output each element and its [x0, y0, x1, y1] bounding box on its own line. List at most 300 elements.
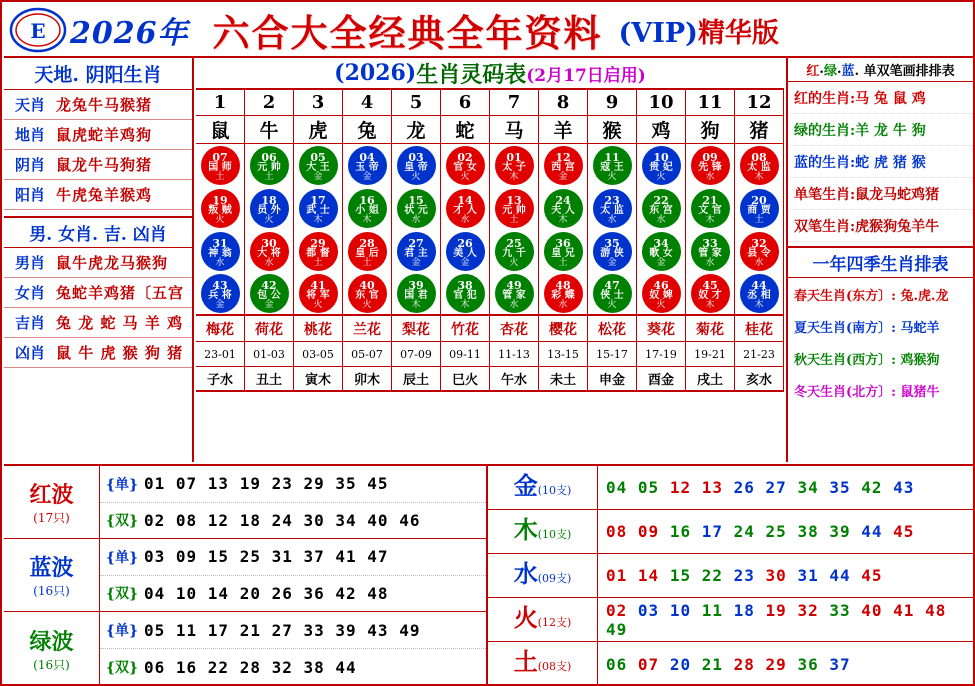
- ball-cell[interactable]: [196, 273, 245, 316]
- right-title-part: 蓝: [841, 64, 855, 79]
- ball-element: 木: [313, 214, 323, 225]
- ball-cell[interactable]: [294, 144, 343, 187]
- ball-title: 奴 才: [698, 289, 722, 301]
- element-number: 38: [797, 522, 830, 541]
- number-ball[interactable]: [397, 274, 436, 313]
- ball-cell[interactable]: [735, 230, 784, 273]
- ball-title: 奴 婢: [649, 289, 673, 301]
- ball-number: 41: [310, 278, 326, 292]
- row-value: 牛虎兔羊猴鸡: [56, 186, 153, 204]
- hour-range-cell: 05-07: [343, 342, 392, 367]
- ball-title: 元 帅: [257, 161, 281, 173]
- element-number: 20: [669, 654, 702, 674]
- zodiac-cell: 羊: [539, 116, 588, 144]
- ball-title: 太 监: [600, 204, 624, 216]
- ball-element: 火: [313, 299, 323, 310]
- zodiac-cell: 鸡: [637, 116, 686, 144]
- ball-cell[interactable]: [294, 230, 343, 273]
- element-cell: 未土: [539, 367, 588, 392]
- ball-number: 26: [457, 236, 473, 250]
- ball-row-3: [196, 230, 784, 273]
- ball-number: 22: [653, 193, 669, 207]
- element-count: (10支): [537, 484, 572, 497]
- hour-range-row: [196, 342, 784, 367]
- ball-cell[interactable]: [343, 273, 392, 316]
- ball-cell[interactable]: [441, 230, 490, 273]
- ball-element: 金: [411, 257, 421, 268]
- ball-number: 31: [212, 236, 228, 250]
- element-count: (09支): [537, 572, 572, 585]
- number-ball[interactable]: [495, 146, 534, 185]
- parity-tag: {单}: [105, 549, 138, 566]
- ball-title: 才 人: [453, 204, 477, 216]
- ball-element: 水: [558, 299, 568, 310]
- ball-number: 10: [653, 150, 669, 164]
- ball-number: 14: [457, 193, 473, 207]
- number-ball[interactable]: [299, 232, 338, 271]
- element-cell: 戌土: [686, 367, 735, 392]
- hour-range-cell: 09-11: [441, 342, 490, 367]
- number-ball[interactable]: [691, 146, 730, 185]
- ball-title: 文 官: [698, 204, 722, 216]
- element-number: 34: [797, 478, 830, 497]
- ball-cell[interactable]: [735, 273, 784, 316]
- ball-title: 先 锋: [698, 161, 722, 173]
- element-number: 41: [893, 600, 926, 620]
- ball-element: 金: [264, 299, 274, 310]
- ball-number: 13: [506, 193, 522, 207]
- ball-title: 包 公: [257, 289, 281, 301]
- ball-cell[interactable]: [441, 273, 490, 316]
- element-number: 06: [606, 654, 638, 674]
- ball-element: 木: [754, 171, 764, 182]
- ball-number: 11: [604, 150, 620, 164]
- number-ball[interactable]: [348, 189, 387, 228]
- number-ball[interactable]: [348, 274, 387, 313]
- ball-cell[interactable]: [735, 187, 784, 230]
- ball-cell[interactable]: [245, 230, 294, 273]
- ball-title: 太 子: [502, 161, 526, 173]
- row-key: 男肖: [14, 254, 45, 272]
- ball-element: 土: [362, 257, 372, 268]
- element-number: 49: [606, 619, 628, 639]
- ball-title: 国 君: [404, 289, 428, 301]
- ball-number: 20: [751, 193, 767, 207]
- ball-element: 木: [705, 214, 715, 225]
- ball-cell[interactable]: [196, 230, 245, 273]
- element-number: 45: [861, 566, 883, 585]
- element-numbers: [598, 478, 973, 497]
- row-key: 阳肖: [14, 186, 45, 204]
- ball-element: 火: [656, 299, 666, 310]
- ball-cell[interactable]: [392, 144, 441, 187]
- ball-title: 管 家: [502, 289, 526, 301]
- ball-element: 水: [656, 214, 666, 225]
- number-ball[interactable]: [691, 274, 730, 313]
- ball-cell[interactable]: [441, 187, 490, 230]
- element-cell: 寅木: [294, 367, 343, 392]
- ball-number: 47: [604, 278, 620, 292]
- ball-element: 水: [264, 257, 274, 268]
- ball-cell[interactable]: [588, 273, 637, 316]
- number-ball[interactable]: [642, 232, 681, 271]
- row-key: 阴肖: [14, 156, 45, 174]
- ball-element: 水: [411, 214, 421, 225]
- ball-element: 木: [754, 299, 764, 310]
- number-ball[interactable]: [446, 146, 485, 185]
- zodiac-row: [196, 116, 784, 144]
- element-number: 04: [606, 478, 638, 497]
- element-number: 07: [637, 654, 670, 674]
- number-ball[interactable]: [593, 274, 632, 313]
- ball-cell[interactable]: [686, 187, 735, 230]
- left-panel-title: 天地. 阴阳生肖: [4, 58, 192, 90]
- left-panel-title2: 男. 女肖. 吉. 凶肖: [4, 218, 192, 248]
- ball-number: 42: [261, 278, 277, 292]
- ball-element: 火: [607, 171, 617, 182]
- hour-range-cell: 01-03: [245, 342, 294, 367]
- ball-cell[interactable]: [539, 187, 588, 230]
- ball-cell[interactable]: [637, 230, 686, 273]
- ball-cell[interactable]: [343, 144, 392, 187]
- ball-cell[interactable]: [637, 144, 686, 187]
- ball-cell[interactable]: [686, 144, 735, 187]
- flower-cell: 竹花: [441, 316, 490, 342]
- number-ball[interactable]: [397, 146, 436, 185]
- ball-number: 30: [261, 236, 277, 250]
- number-ball[interactable]: [740, 146, 779, 185]
- left-row-nvxiao: [4, 278, 192, 308]
- element-name: 土: [513, 647, 538, 676]
- column-number-row: [196, 90, 784, 116]
- element-number: 43: [893, 478, 915, 497]
- element-number: 39: [829, 522, 862, 541]
- wave-numbers: [100, 539, 486, 611]
- ball-title: 贵 妃: [649, 161, 673, 173]
- wave-label: [4, 466, 100, 538]
- ball-number: 15: [408, 193, 424, 207]
- center-title-year: (2026): [334, 60, 417, 86]
- element-numbers: [598, 655, 973, 674]
- ball-element: 火: [215, 214, 225, 225]
- right-panel: [786, 58, 973, 462]
- ball-number: 19: [212, 193, 228, 207]
- ball-cell[interactable]: [490, 187, 539, 230]
- ball-cell[interactable]: [392, 187, 441, 230]
- ball-cell[interactable]: [588, 144, 637, 187]
- number-ball[interactable]: [446, 274, 485, 313]
- element-number: 16: [669, 522, 702, 541]
- number-ball[interactable]: [544, 189, 583, 228]
- element-row: [488, 554, 973, 598]
- element-number: 15: [669, 566, 702, 585]
- element-number: 37: [829, 654, 851, 674]
- number-ball[interactable]: [691, 189, 730, 228]
- ball-cell[interactable]: [686, 273, 735, 316]
- element-number: 13: [701, 478, 734, 497]
- ball-title: 官 女: [453, 161, 477, 173]
- element-table: [488, 466, 973, 684]
- ball-row-1: [196, 144, 784, 187]
- ball-cell[interactable]: [196, 187, 245, 230]
- ball-row-2: [196, 187, 784, 230]
- element-number: 31: [797, 566, 830, 585]
- ball-number: 12: [555, 150, 571, 164]
- ball-row-4: [196, 273, 784, 316]
- ball-title: 寇 王: [600, 161, 624, 173]
- number-ball[interactable]: [348, 232, 387, 271]
- number-ball[interactable]: [446, 232, 485, 271]
- wave-count: (16只): [33, 657, 70, 672]
- column-number-cell: 12: [735, 90, 784, 116]
- number-ball[interactable]: [250, 232, 289, 271]
- ball-element: 木: [362, 214, 372, 225]
- parity-tag: {双}: [105, 660, 138, 676]
- ball-cell[interactable]: [294, 273, 343, 316]
- number-ball[interactable]: [299, 189, 338, 228]
- ball-number: 48: [555, 278, 571, 292]
- ball-title: 商 贾: [747, 204, 771, 216]
- ball-cell[interactable]: [245, 273, 294, 316]
- ball-title: 西 宫: [551, 161, 575, 173]
- ball-cell[interactable]: [686, 230, 735, 273]
- right-row-green-zodiac: 绿的生肖:羊 龙 牛 狗: [788, 114, 973, 146]
- ball-title: 国 师: [208, 161, 232, 173]
- left-row-yinxiao: [4, 150, 192, 180]
- element-number: 33: [829, 600, 862, 620]
- ball-element: 金: [558, 171, 568, 182]
- number-ball[interactable]: [201, 146, 240, 185]
- number-ball[interactable]: [642, 274, 681, 313]
- number-ball[interactable]: [299, 146, 338, 185]
- ball-element: 火: [362, 299, 372, 310]
- number-ball[interactable]: [446, 189, 485, 228]
- number-ball[interactable]: [299, 274, 338, 313]
- ball-element: 火: [509, 257, 519, 268]
- ball-title: 大 将: [257, 247, 281, 259]
- ball-title: 官 犯: [453, 289, 477, 301]
- ball-cell[interactable]: [392, 230, 441, 273]
- ball-cell[interactable]: [294, 187, 343, 230]
- left-row-yangxiao: [4, 180, 192, 210]
- ball-title: 皇 后: [355, 247, 379, 259]
- element-number: 24: [733, 522, 766, 541]
- number-ball[interactable]: [544, 232, 583, 271]
- ball-cell[interactable]: [539, 144, 588, 187]
- number-list: 01 07 13 19 23 29 35 45: [144, 474, 389, 494]
- season-winter: 冬天生肖(北方〕: 鼠猪牛: [794, 384, 940, 400]
- wave-name: 蓝波: [29, 555, 74, 581]
- number-ball[interactable]: [642, 146, 681, 185]
- zodiac-cell: 虎: [294, 116, 343, 144]
- ball-element: 火: [656, 171, 666, 182]
- ball-element: 火: [411, 171, 421, 182]
- ball-number: 03: [408, 150, 424, 164]
- ball-cell[interactable]: [245, 187, 294, 230]
- ball-element: 木: [558, 214, 568, 225]
- ball-cell[interactable]: [637, 187, 686, 230]
- ball-element: 土: [558, 257, 568, 268]
- number-ball[interactable]: [250, 274, 289, 313]
- header-year: 2026年: [70, 16, 189, 51]
- element-number: 19: [765, 600, 798, 620]
- vip-badge: [619, 11, 779, 50]
- ball-element: 水: [509, 299, 519, 310]
- ball-cell[interactable]: [588, 230, 637, 273]
- number-ball[interactable]: [397, 232, 436, 271]
- wave-name: 红波: [29, 482, 74, 508]
- element-number: 09: [637, 522, 670, 541]
- element-count: (12支): [537, 616, 572, 629]
- ball-number: 06: [261, 150, 277, 164]
- number-ball[interactable]: [740, 189, 779, 228]
- element-number: 44: [861, 522, 894, 541]
- number-ball[interactable]: [691, 232, 730, 271]
- hour-range-cell: 03-05: [294, 342, 343, 367]
- number-ball[interactable]: [250, 189, 289, 228]
- element-number: 29: [765, 654, 798, 674]
- zodiac-cell: 猪: [735, 116, 784, 144]
- ball-number: 02: [457, 150, 473, 164]
- ball-element: 土: [509, 214, 519, 225]
- number-ball[interactable]: [495, 189, 534, 228]
- ball-element: 水: [705, 171, 715, 182]
- ball-cell[interactable]: [490, 230, 539, 273]
- number-ball[interactable]: [544, 274, 583, 313]
- center-title-main: 生肖灵码表: [416, 61, 527, 88]
- ball-number: 40: [359, 278, 375, 292]
- column-number-cell: 4: [343, 90, 392, 116]
- wave-label: [4, 612, 100, 685]
- element-number: 18: [733, 600, 766, 620]
- element-number: 12: [669, 478, 702, 497]
- wave-row: [4, 612, 486, 685]
- season-autumn: 秋天生肖(西方〕: 鸡猴狗: [794, 352, 940, 368]
- ball-cell[interactable]: [539, 273, 588, 316]
- number-ball[interactable]: [740, 274, 779, 313]
- ball-cell[interactable]: [196, 144, 245, 187]
- wave-count: (16只): [33, 584, 70, 598]
- flower-cell: 梅花: [196, 316, 245, 342]
- number-ball[interactable]: [593, 189, 632, 228]
- wave-numbers: [100, 612, 486, 685]
- ball-title: 神 翁: [208, 247, 232, 259]
- ball-element: 木: [411, 299, 421, 310]
- ball-element: 金: [656, 257, 666, 268]
- ball-cell[interactable]: [539, 230, 588, 273]
- ball-number: 04: [359, 150, 375, 164]
- number-ball[interactable]: [348, 146, 387, 185]
- flower-cell: 松花: [588, 316, 637, 342]
- number-ball[interactable]: [201, 274, 240, 313]
- ball-title: 状 元: [404, 204, 428, 216]
- ball-number: 27: [408, 236, 424, 250]
- number-ball[interactable]: [495, 274, 534, 313]
- column-number-cell: 2: [245, 90, 294, 116]
- flower-cell: 杏花: [490, 316, 539, 342]
- row-value: 鼠 牛 虎 猴 狗 猪: [56, 344, 184, 362]
- number-ball[interactable]: [397, 189, 436, 228]
- ball-cell[interactable]: [637, 273, 686, 316]
- ball-cell[interactable]: [490, 144, 539, 187]
- row-key: 天肖: [14, 96, 45, 114]
- element-label: [488, 642, 598, 686]
- wave-number-line: [100, 503, 486, 539]
- row-value: 鼠龙牛马狗猪: [56, 156, 153, 174]
- hour-range-cell: 23-01: [196, 342, 245, 367]
- left-panel: [4, 58, 194, 462]
- number-ball[interactable]: [201, 232, 240, 271]
- flower-cell: 樱花: [539, 316, 588, 342]
- ball-cell[interactable]: [735, 144, 784, 187]
- hour-range-cell: 15-17: [588, 342, 637, 367]
- ball-number: 24: [555, 193, 571, 207]
- ball-cell[interactable]: [392, 273, 441, 316]
- wave-table: [4, 466, 488, 684]
- number-ball[interactable]: [250, 146, 289, 185]
- ball-cell[interactable]: [245, 144, 294, 187]
- ball-element: 土: [264, 171, 274, 182]
- element-row: [196, 367, 784, 392]
- ball-number: 45: [702, 278, 718, 292]
- element-name: 水: [513, 559, 538, 588]
- element-row: [488, 466, 973, 510]
- column-number-cell: 11: [686, 90, 735, 116]
- number-ball[interactable]: [593, 232, 632, 271]
- number-ball[interactable]: [495, 232, 534, 271]
- row-key: 女肖: [14, 284, 45, 302]
- row-value: 龙兔牛马猴猪: [56, 96, 153, 114]
- element-row: [488, 598, 973, 642]
- number-ball[interactable]: [201, 189, 240, 228]
- ball-title: 东 官: [355, 289, 379, 301]
- hour-range-cell: 13-15: [539, 342, 588, 367]
- row-key: 地肖: [14, 126, 45, 144]
- ball-element: 土: [313, 257, 323, 268]
- element-number: 14: [637, 566, 670, 585]
- ball-title: 美 人: [453, 247, 477, 259]
- number-ball[interactable]: [740, 232, 779, 271]
- number-ball[interactable]: [544, 146, 583, 185]
- ball-number: 18: [261, 193, 277, 207]
- element-cell: 卯木: [343, 367, 392, 392]
- hour-range-cell: 11-13: [490, 342, 539, 367]
- hour-range-cell: 17-19: [637, 342, 686, 367]
- left-row-jixiao: [4, 308, 192, 338]
- number-ball[interactable]: [593, 146, 632, 185]
- wave-row: [4, 539, 486, 612]
- flower-cell: 桃花: [294, 316, 343, 342]
- ball-cell[interactable]: [588, 187, 637, 230]
- ball-cell[interactable]: [343, 187, 392, 230]
- ball-cell[interactable]: [441, 144, 490, 187]
- element-number: 05: [637, 478, 670, 497]
- number-ball[interactable]: [642, 189, 681, 228]
- ball-title: 夫 人: [551, 204, 575, 216]
- ball-cell[interactable]: [343, 230, 392, 273]
- wave-number-line: [100, 466, 486, 503]
- wave-number-line: [100, 576, 486, 612]
- zodiac-cell: 鼠: [196, 116, 245, 144]
- ball-element: 水: [705, 257, 715, 268]
- wave-numbers: [100, 466, 486, 538]
- column-number-cell: 9: [588, 90, 637, 116]
- flower-cell: 菊花: [686, 316, 735, 342]
- ball-cell[interactable]: [490, 273, 539, 316]
- element-name: 火: [513, 603, 538, 632]
- ball-title: 员 外: [257, 204, 281, 216]
- right-title-part: .: [819, 62, 824, 77]
